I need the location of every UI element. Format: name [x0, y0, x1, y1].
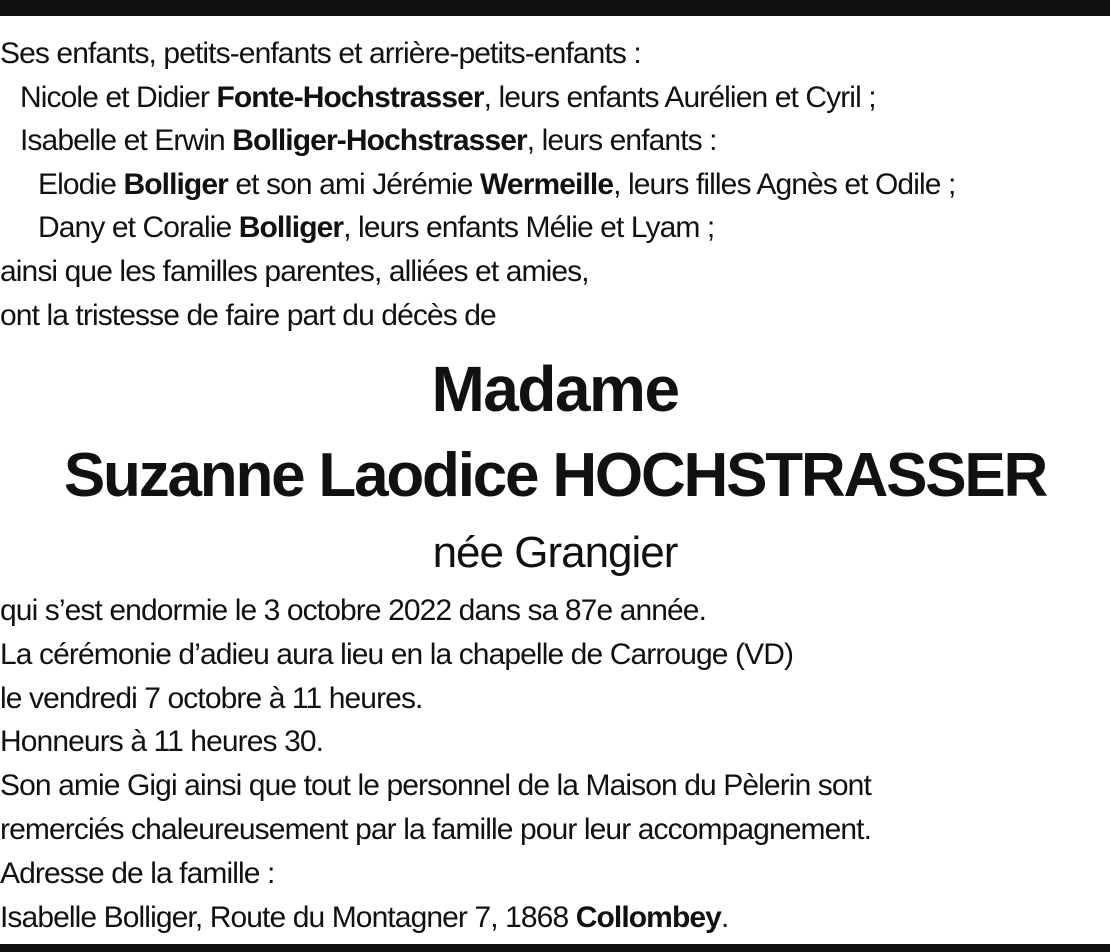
family-surname: Bolliger-Hochstrasser [232, 124, 527, 158]
announcement-details [0, 589, 1110, 939]
honours-line: Honneurs à 11 heures 30. [0, 725, 324, 759]
ceremony-place-line: La cérémonie d’adieu aura lieu en la chapelle de Carrouge (VD) [0, 637, 794, 671]
ceremony-date-line: le vendredi 7 octobre à 11 heures. [0, 681, 423, 715]
deceased-name: Suzanne Laodice HOCHSTRASSER [63, 441, 1047, 510]
intro-line: Ses enfants, petits-enfants et arrière-petits-enfants : [0, 37, 641, 70]
family-surname: Bolliger [238, 211, 344, 245]
death-date-line: qui s’est endormie le 3 octobre 2022 dans sa 87e année. [0, 594, 707, 627]
maiden-name: née Grangier [432, 528, 678, 577]
bottom-rule [0, 944, 1110, 952]
announcement-intro [0, 32, 1110, 337]
thanks-line-2: remerciés chaleureusement par la famille pour leur accompagnement. [0, 812, 872, 846]
family-line-bolliger: Isabelle et Erwin Bolliger-Hochstrasser, leurs enfants : [20, 124, 717, 158]
deceased-title: Madame [431, 353, 679, 425]
address-city: Collombey [575, 900, 721, 934]
family-surname: Wermeille [480, 167, 614, 201]
thanks-line-1: Son amie Gigi ainsi que tout le personnel de la Maison du Pèlerin sont [0, 769, 871, 803]
grandchild-line-dany: Dany et Coralie Bolliger, leurs enfants Mélie et Lyam ; [38, 211, 715, 245]
address-heading: Adresse de la famille : [0, 856, 275, 890]
family-address: Isabelle Bolliger, Route du Montagner 7, 1868 Collombey. [0, 900, 729, 934]
family-surname: Fonte-Hochstrasser [216, 80, 484, 114]
top-rule [0, 0, 1110, 16]
announcement-line: ont la tristesse de faire part du décès de [0, 298, 496, 332]
relatives-line: ainsi que les familles parentes, alliées et amies, [0, 254, 589, 288]
grandchild-line-elodie: Elodie Bolliger et son ami Jérémie Wermeille, leurs filles Agnès et Odile ; [38, 167, 956, 201]
family-surname: Bolliger [123, 167, 228, 201]
family-line-fonte: Nicole et Didier Fonte-Hochstrasser, leurs enfants Aurélien et Cyril ; [20, 80, 876, 114]
